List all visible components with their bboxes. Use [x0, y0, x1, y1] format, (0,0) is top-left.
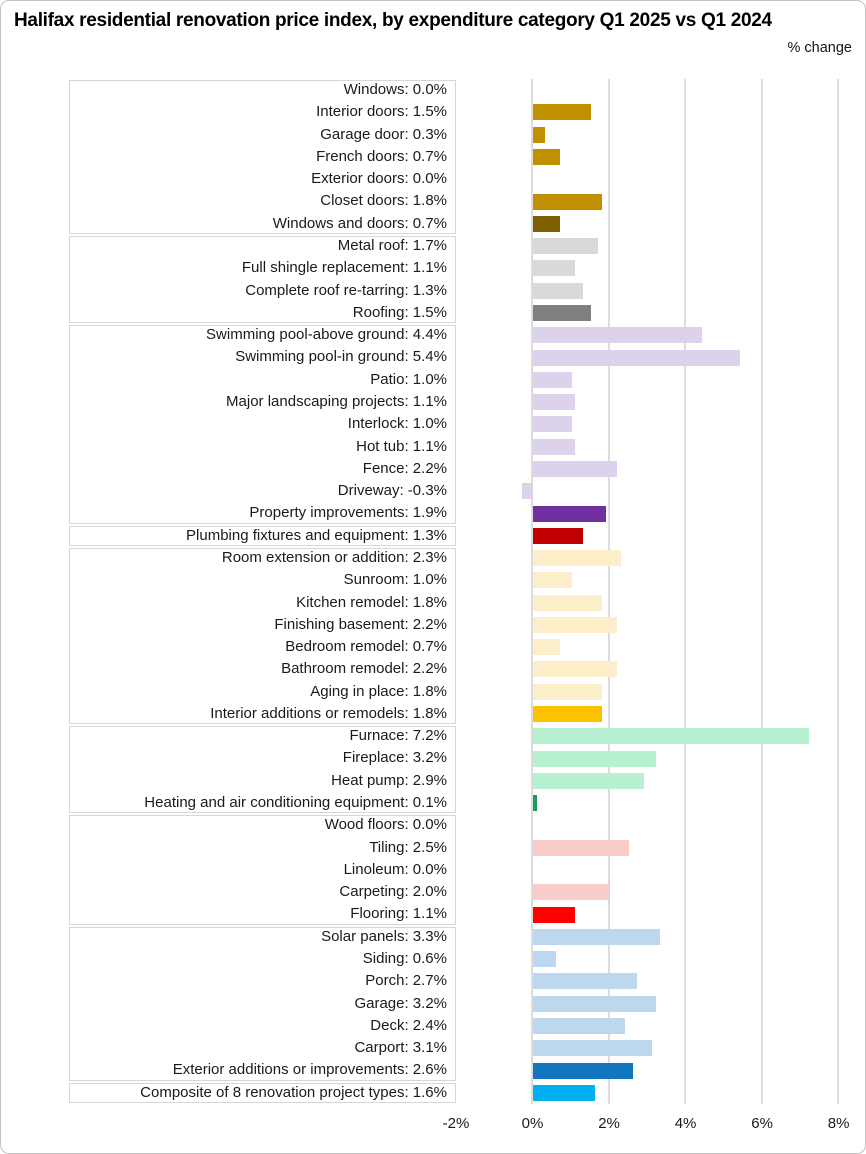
- value-bar: [533, 305, 590, 321]
- category-label: French doors: 0.7%: [316, 147, 447, 165]
- value-bar: [533, 1063, 632, 1079]
- value-bar: [533, 127, 544, 143]
- category-label: Heat pump: 2.9%: [331, 771, 447, 789]
- category-label: Sunroom: 1.0%: [343, 571, 447, 589]
- x-axis-tick-label: 2%: [598, 1115, 620, 1132]
- value-bar: [533, 506, 606, 522]
- value-bar: [533, 973, 636, 989]
- value-bar: [533, 327, 701, 343]
- category-label: Windows: 0.0%: [343, 81, 447, 98]
- value-bar: [533, 1018, 625, 1034]
- x-axis-tick-label: 4%: [674, 1115, 697, 1132]
- value-bar: [533, 661, 617, 677]
- category-label: Plumbing fixtures and equipment: 1.3%: [186, 526, 447, 544]
- category-label: Garage: 3.2%: [354, 994, 447, 1012]
- category-label: Composite of 8 renovation project types: 1.6%: [140, 1083, 447, 1101]
- value-bar: [533, 751, 655, 767]
- category-label: Flooring: 1.1%: [350, 905, 447, 923]
- category-label: Aging in place: 1.8%: [310, 682, 447, 700]
- gridline-2pct: [608, 79, 610, 1104]
- category-label: Bathroom remodel: 2.2%: [281, 660, 447, 678]
- value-bar: [533, 795, 537, 811]
- category-label: Linoleum: 0.0%: [343, 860, 447, 878]
- category-label: Windows and doors: 0.7%: [272, 214, 447, 232]
- value-bar: [533, 595, 602, 611]
- value-bar: [522, 483, 533, 499]
- value-bar: [533, 1040, 652, 1056]
- category-label: Swimming pool-in ground: 5.4%: [235, 348, 447, 366]
- category-label: Carport: 3.1%: [354, 1039, 447, 1057]
- category-label: Fireplace: 3.2%: [342, 749, 447, 767]
- value-bar: [533, 684, 602, 700]
- value-bar: [533, 439, 575, 455]
- value-bar: [533, 907, 575, 923]
- category-label: Exterior doors: 0.0%: [311, 170, 447, 188]
- category-label: Patio: 1.0%: [370, 370, 447, 388]
- value-bar: [533, 350, 740, 366]
- value-bar: [533, 884, 610, 900]
- value-bar: [533, 528, 583, 544]
- x-axis-tick-label: 6%: [751, 1115, 773, 1132]
- gridline-4pct: [684, 79, 686, 1104]
- plot-area: [69, 79, 839, 1104]
- category-label: Heating and air conditioning equipment: 0.1%: [144, 794, 447, 812]
- category-label: Carpeting: 2.0%: [339, 883, 447, 901]
- value-bar: [533, 728, 808, 744]
- value-bar: [533, 238, 598, 254]
- x-axis-tick-label: 0%: [521, 1115, 544, 1132]
- category-label: Full shingle replacement: 1.1%: [241, 259, 447, 277]
- value-bar: [533, 216, 560, 232]
- category-label: Porch: 2.7%: [365, 972, 447, 990]
- x-axis-tick-label: 8%: [827, 1115, 850, 1132]
- value-bar: [533, 706, 602, 722]
- value-bar: [533, 840, 629, 856]
- category-label: Complete roof re-tarring: 1.3%: [245, 281, 447, 299]
- x-axis-tick-label: -2%: [442, 1115, 470, 1132]
- value-bar: [533, 1085, 594, 1101]
- category-label: Room extension or addition: 2.3%: [221, 548, 447, 566]
- value-bar: [533, 416, 571, 432]
- category-label: Exterior additions or improvements: 2.6%: [172, 1061, 447, 1079]
- category-label: Bedroom remodel: 0.7%: [285, 638, 447, 656]
- value-bar: [533, 104, 590, 120]
- category-label: Kitchen remodel: 1.8%: [296, 593, 447, 611]
- value-bar: [533, 372, 571, 388]
- category-label: Roofing: 1.5%: [352, 303, 447, 321]
- value-bar: [533, 194, 602, 210]
- value-bar: [533, 617, 617, 633]
- value-bar: [533, 149, 560, 165]
- value-bar: [533, 572, 571, 588]
- category-label: Interior doors: 1.5%: [316, 103, 447, 121]
- category-label: Closet doors: 1.8%: [320, 192, 447, 210]
- category-label: Interior additions or remodels: 1.8%: [210, 704, 447, 722]
- category-label: Furnace: 7.2%: [349, 727, 447, 745]
- category-label: Finishing basement: 2.2%: [274, 615, 447, 633]
- gridline-8pct: [837, 79, 839, 1104]
- category-label: Swimming pool-above ground: 4.4%: [206, 326, 447, 344]
- category-label: Interlock: 1.0%: [347, 415, 447, 433]
- value-bar: [533, 996, 655, 1012]
- category-label: Major landscaping projects: 1.1%: [226, 392, 447, 410]
- value-bar: [533, 550, 621, 566]
- chart-title: Halifax residential renovation price index, by expenditure category Q1 2025 vs Q1 2024: [14, 10, 772, 31]
- gridline-6pct: [761, 79, 763, 1104]
- value-axis-note: % change: [787, 40, 852, 56]
- value-bar: [533, 461, 617, 477]
- category-label: Property improvements: 1.9%: [249, 504, 447, 522]
- category-label: Siding: 0.6%: [362, 950, 447, 968]
- category-label: Fence: 2.2%: [362, 459, 447, 477]
- value-bar: [533, 951, 556, 967]
- value-bar: [533, 929, 659, 945]
- value-bar: [533, 773, 644, 789]
- category-label: Wood floors: 0.0%: [324, 816, 447, 834]
- category-label: Garage door: 0.3%: [320, 125, 447, 143]
- value-bar: [533, 260, 575, 276]
- category-label: Metal roof: 1.7%: [337, 236, 447, 254]
- category-label: Hot tub: 1.1%: [356, 437, 447, 455]
- category-label: Solar panels: 3.3%: [321, 927, 447, 945]
- value-bar: [533, 394, 575, 410]
- value-bar: [533, 639, 560, 655]
- category-label: Tiling: 2.5%: [369, 838, 447, 856]
- value-bar: [533, 283, 583, 299]
- category-label: Driveway: -0.3%: [337, 482, 447, 500]
- category-label: Deck: 2.4%: [370, 1016, 447, 1034]
